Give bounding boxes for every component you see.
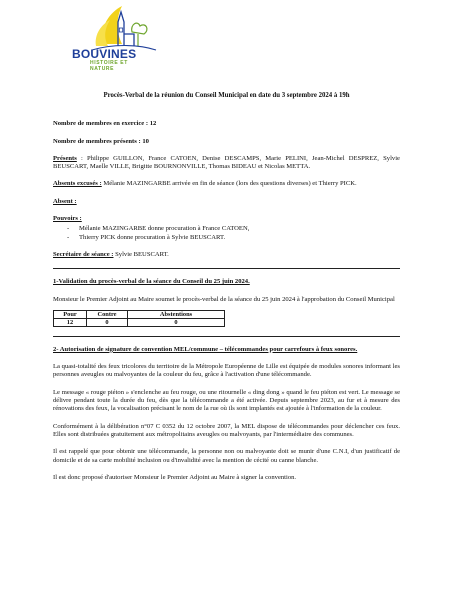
votes-header-row xyxy=(54,310,225,318)
proxies-label: Pouvoirs : xyxy=(53,215,82,223)
logo-tagline: HISTOIRE ET NATURE xyxy=(90,60,128,72)
present-text: : Philippe GUILLON, France CATOEN, Denise DESCAMPS, Marie PELINI, Jean-Michel DESPREZ, Sylvie BEUSCART, Maelle VILLE, Brigitte BOURNONVILLE, Thomas BIDEAU et Nicolas METTA. xyxy=(53,154,400,171)
excused-text: Mélanie MAZINGARBE arrivée en fin de séance (lors des questions diverses) et Thierry PICK. xyxy=(101,180,357,188)
votes-header-for: Pour xyxy=(54,310,87,318)
members-present xyxy=(53,138,400,146)
document-title: Procès-Verbal de la réunion du Conseil Municipal en date du 3 septembre 2024 à 19h xyxy=(103,92,350,99)
section2-paragraph: Conformément à la délibération n°07 C 0352 du 12 octobre 2007, la MEL dispose de télécommandes pour déclencher ces feux. Elles sont distribuées gratuitement aux métropolitains aveugles ou malvoyants, par l'intermédiaire des communes. xyxy=(53,422,400,438)
section-divider xyxy=(53,336,400,337)
votes-value-row xyxy=(54,318,225,326)
excused-label: Absents excusés : xyxy=(53,180,102,188)
proxies-list xyxy=(53,225,400,242)
secretary-label: Secrétaire de séance : xyxy=(53,250,114,258)
members-present-label: Nombre de membres présents : xyxy=(53,137,141,145)
list-item: - Thierry PICK donne procuration à Sylvie BEUSCART. xyxy=(53,234,400,242)
votes-value-for: 12 xyxy=(54,318,87,326)
logo-name: BOUVINES xyxy=(72,47,137,61)
section2-paragraph: Le message « rouge piéton » s'enclenche au feu rouge, ou une ritournelle « ding dong » quand le feu piéton est vert. Le message se délivre pendant toute la durée du feu, dès que la télécommande a été activée. Depuis septembre 2023, au fur et à mesure des rénovations des feux, la vocalisation précisant le nom de la rue où ils sont implantés est ajoutée à l'information de la couleur. xyxy=(53,388,400,413)
votes-value-against: 0 xyxy=(87,318,128,326)
section2-paragraph: Il est rappelé que pour obtenir une télécommande, la personne non ou malvoyante doit se munir d'une C.N.I, d'un justificatif de domicile et de sa carte mobilité inclusion ou d'invalidité avec la mention de cécité ou canne blanche. xyxy=(53,448,400,464)
section-divider xyxy=(53,268,400,269)
section2-paragraph: Il est donc proposé d'autoriser Monsieur le Premier Adjoint au Maire à signer la convention. xyxy=(53,473,297,481)
section2-heading: 2- Autorisation de signature de convention MEL/commune – télécommandes pour carrefours à feux sonores. xyxy=(53,345,358,353)
members-in-office-label: Nombre de membres en exercice : xyxy=(53,120,149,128)
secretary-text: Sylvie BEUSCART. xyxy=(113,250,169,258)
section1-text: Monsieur le Premier Adjoint au Maire soumet le procès-verbal de la séance du 25 juin 2024 à l'approbation du Conseil Municipal xyxy=(53,295,395,303)
votes-value-abstentions: 0 xyxy=(128,318,225,326)
list-item: - Mélanie MAZINGARBE donne procuration à France CATOEN, xyxy=(53,225,400,233)
section1-heading: 1-Validation du procès-verbal de la séance du Conseil du 25 juin 2024. xyxy=(53,278,250,286)
members-present-value: 10 xyxy=(142,137,149,145)
votes-table xyxy=(53,310,225,327)
votes-header-against: Contre xyxy=(87,310,128,318)
present-label: Présents xyxy=(53,154,77,162)
logo-text xyxy=(72,48,152,72)
document-body xyxy=(53,86,400,482)
absent-label: Absent : xyxy=(53,197,77,205)
members-in-office-value: 12 xyxy=(149,120,157,128)
excused-paragraph xyxy=(53,180,400,188)
secretary-paragraph xyxy=(53,251,400,259)
section2-paragraph: La quasi-totalité des feux tricolores du territoire de la Métropole Européenne de Lille est équipée de modules sonores informant les personnes aveugles ou malvoyantes de la couleur du feu, grâce à l'activation d'une télécommande. xyxy=(53,363,400,379)
present-paragraph xyxy=(53,155,400,172)
members-in-office xyxy=(53,120,400,128)
votes-header-abstentions: Abstentions xyxy=(128,310,225,318)
